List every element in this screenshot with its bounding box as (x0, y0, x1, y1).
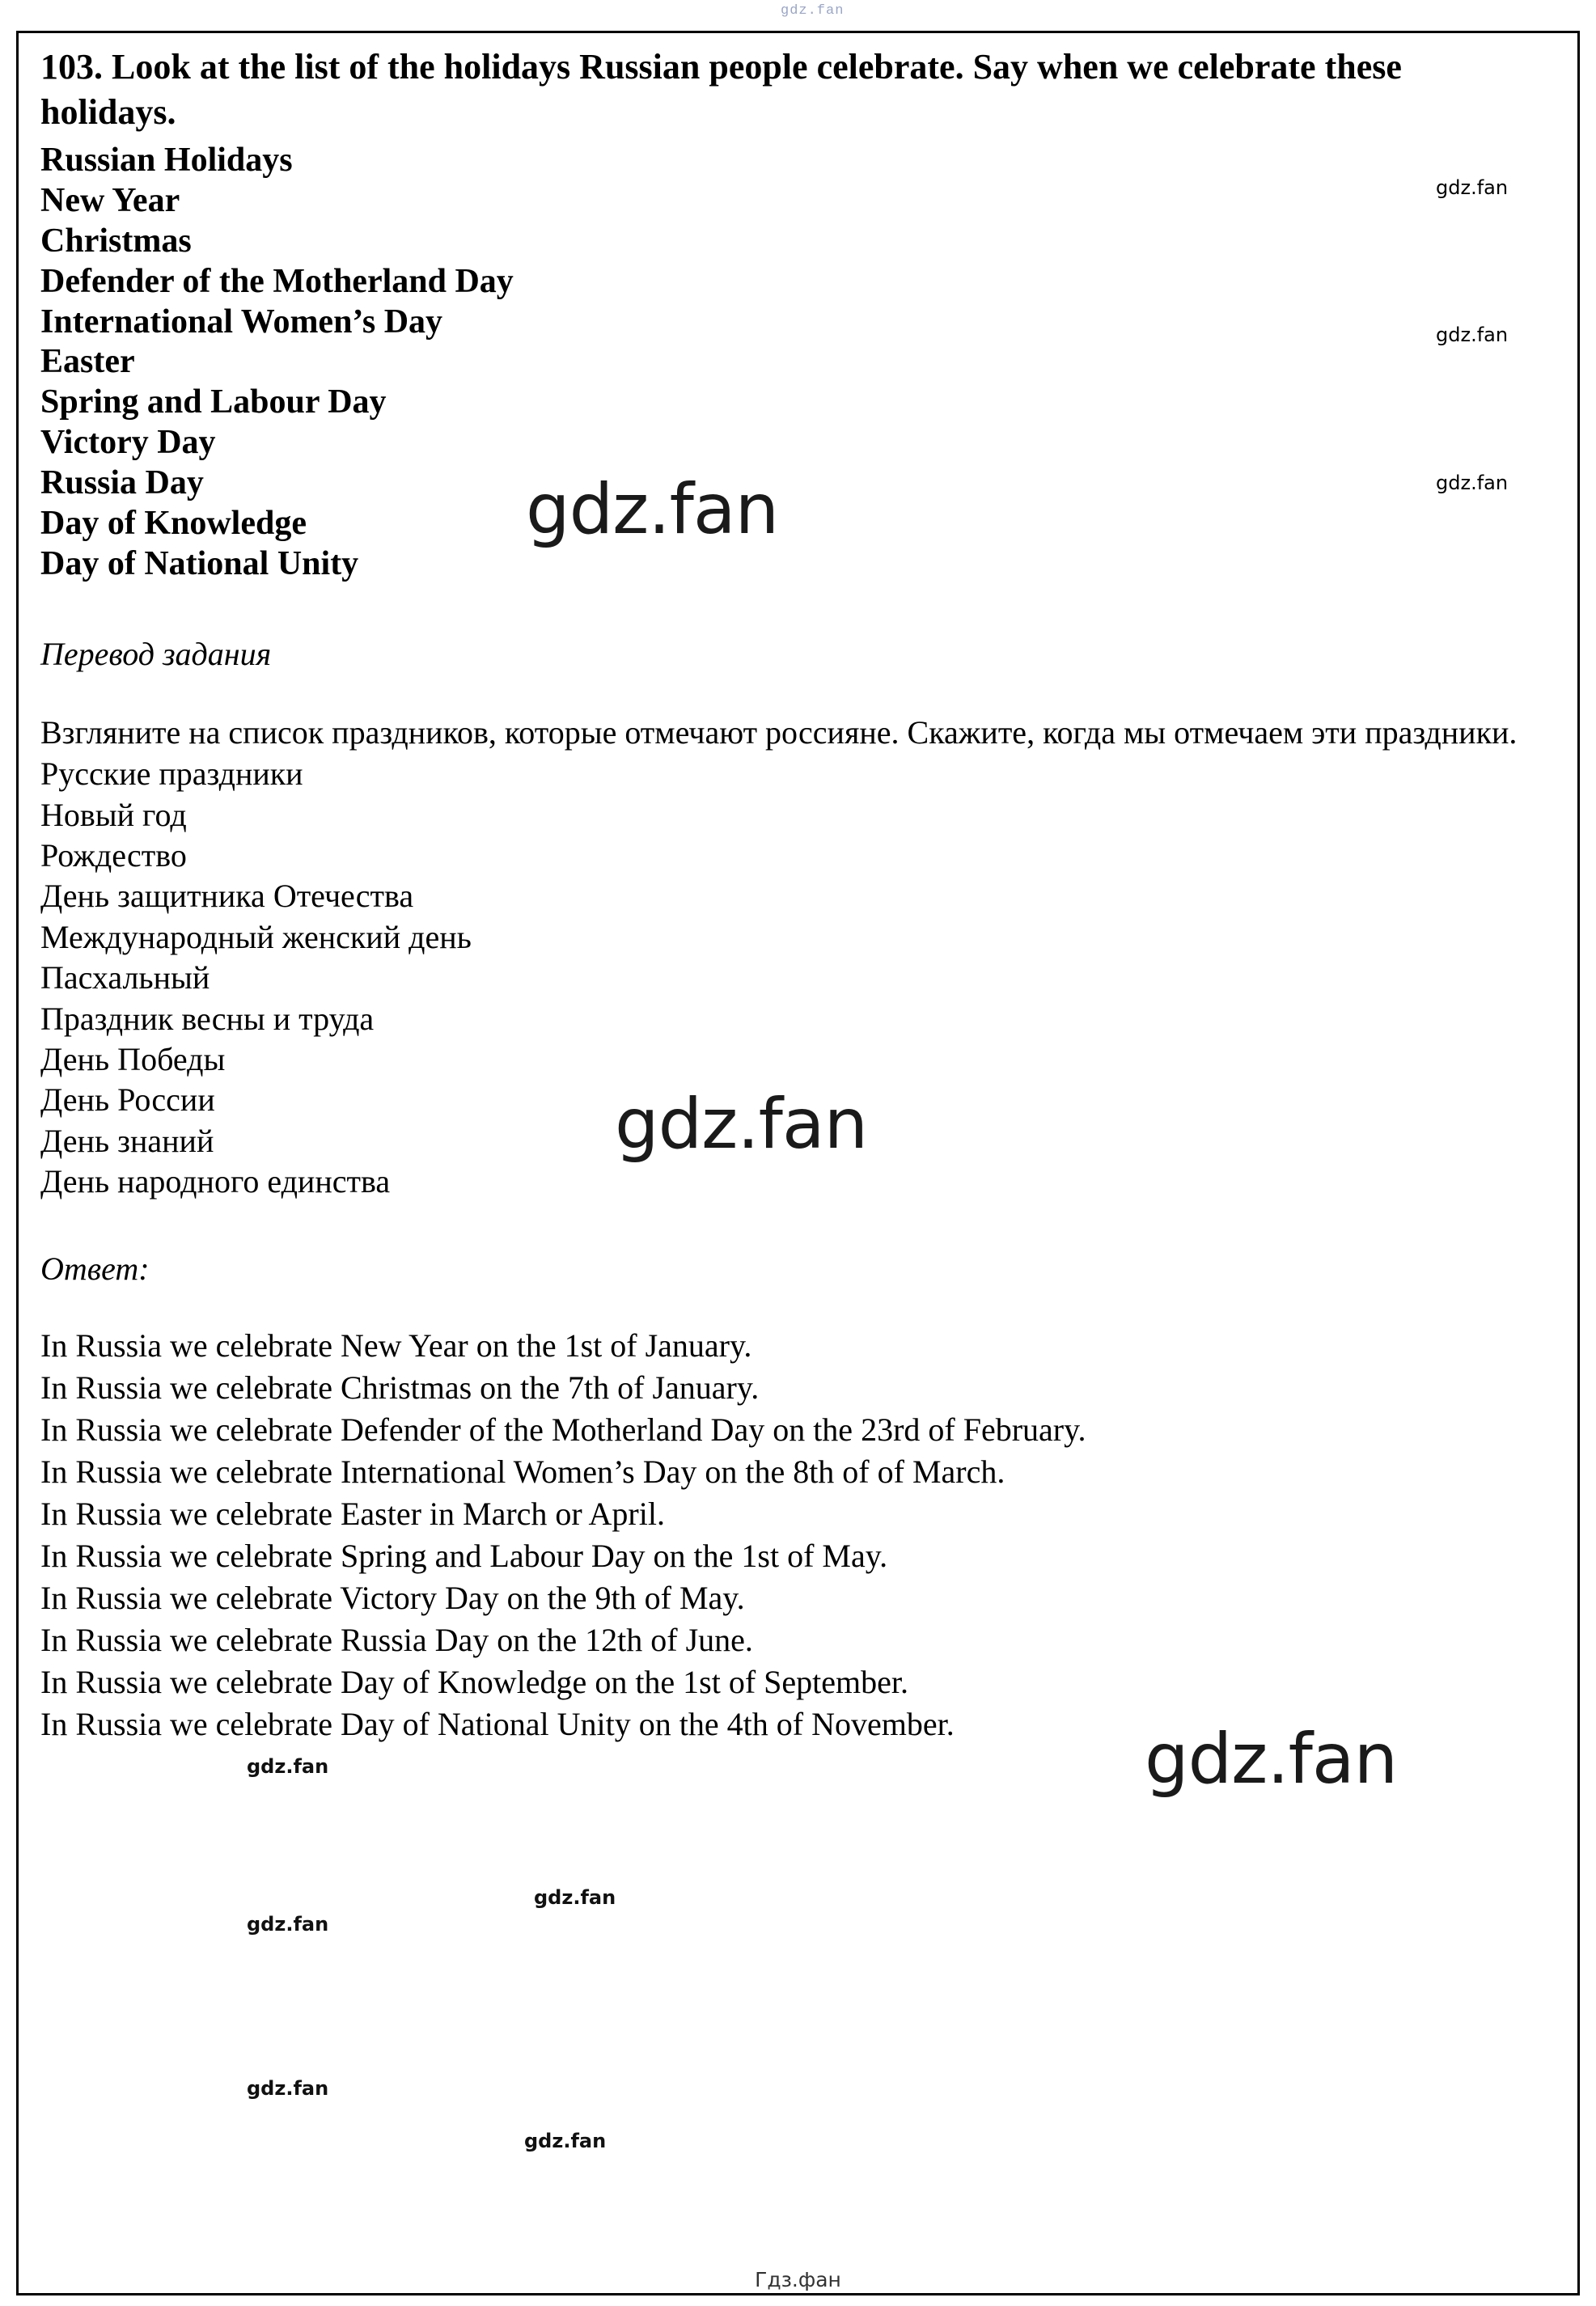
list-item: Праздник весны и труда (40, 1000, 375, 1037)
watermark-small: gdz.fan (247, 1755, 329, 1778)
task-statement: 103. Look at the list of the holidays Russian people celebrate. Say when we celebrate these holidays. (40, 47, 1402, 133)
watermark-small: gdz.fan (247, 2077, 329, 2100)
watermark-small: gdz.fan (247, 1913, 329, 1936)
list-item: День знаний (40, 1122, 214, 1159)
top-watermark: gdz.fan (781, 3, 845, 19)
list-item: In Russia we celebrate Easter in March or April. (40, 1495, 665, 1532)
russian-holiday-list (40, 754, 1539, 1202)
page-border-right (1577, 31, 1580, 2295)
list-item: День Победы (40, 1041, 226, 1078)
page-border-top (16, 31, 1580, 33)
list-item: In Russia we celebrate International Women’s Day on the 8th of of March. (40, 1453, 1005, 1490)
answer-list (40, 1325, 1539, 1745)
list-item: Международный женский день (40, 918, 472, 955)
list-item: Russia Day (40, 464, 204, 502)
list-item: In Russia we celebrate Christmas on the 7th of January. (40, 1369, 760, 1406)
translation-label: Перевод задания (40, 636, 272, 673)
page-border-left (16, 31, 19, 2295)
list-item: Day of Knowledge (40, 505, 307, 543)
translation-heading: Русские праздники (40, 755, 303, 793)
answer-label: Ответ: (40, 1250, 150, 1287)
list-item: Spring and Labour Day (40, 383, 387, 421)
watermark-side: gdz.fan (1436, 472, 1509, 494)
list-item: In Russia we celebrate New Year on the 1st of January. (40, 1326, 752, 1364)
page-border-bottom (16, 2293, 1580, 2295)
watermark-small: gdz.fan (534, 1886, 616, 1909)
english-holiday-list (40, 141, 1539, 586)
list-item: Defender of the Motherland Day (40, 262, 514, 300)
list-item: Easter (40, 343, 135, 381)
translation-text: Взгляните на список праздников, которые отмечают россияне. Скажите, когда мы отмечаем эти праздники. (40, 714, 1518, 751)
list-item: In Russia we celebrate Russia Day on the 12th of June. (40, 1621, 753, 1658)
holidays-heading: Russian Holidays (40, 141, 293, 179)
watermark-large: gdz.fan (526, 469, 779, 550)
list-item: Новый год (40, 796, 187, 833)
list-item: Рождество (40, 837, 187, 874)
list-item: День России (40, 1081, 215, 1119)
list-item: In Russia we celebrate Victory Day on the 9th of May. (40, 1579, 745, 1616)
watermark-large: gdz.fan (615, 1084, 868, 1165)
list-item: In Russia we celebrate Spring and Labour Day on the 1st of May. (40, 1537, 888, 1574)
list-item: In Russia we celebrate Day of Knowledge on the 1st of September. (40, 1663, 909, 1700)
list-item: День народного единства (40, 1163, 391, 1200)
list-item: Пасхальный (40, 959, 210, 996)
footer-watermark: Гдз.фан (755, 2268, 841, 2291)
list-item: In Russia we celebrate Day of National Unity on the 4th of November. (40, 1705, 955, 1742)
watermark-large: gdz.fan (1145, 1719, 1398, 1800)
watermark-side: gdz.fan (1436, 176, 1509, 199)
list-item: Christmas (40, 222, 192, 260)
list-item: New Year (40, 181, 180, 219)
list-item: International Women’s Day (40, 303, 443, 341)
watermark-side: gdz.fan (1436, 324, 1509, 346)
list-item: День защитника Отечества (40, 878, 414, 915)
list-item: Day of National Unity (40, 545, 359, 583)
list-item: In Russia we celebrate Defender of the Motherland Day on the 23rd of February. (40, 1411, 1086, 1448)
watermark-small: gdz.fan (524, 2130, 607, 2152)
list-item: Victory Day (40, 424, 216, 462)
